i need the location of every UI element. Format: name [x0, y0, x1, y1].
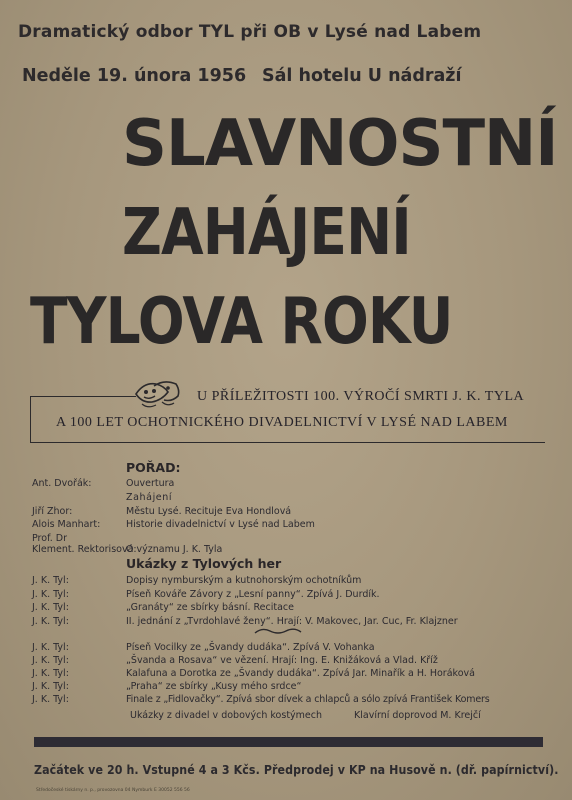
program-item: Zahájení	[126, 492, 173, 503]
play-item: „Granáty“ ze sbírky básní. Recitace	[126, 602, 294, 613]
play-author: J. K. Tyl:	[32, 642, 69, 653]
title-line-3: TYLOVA ROKU	[30, 285, 453, 359]
play-author: J. K. Tyl:	[32, 681, 69, 692]
play-item: „Praha“ ze sbírky „Kusy mého srdce“	[126, 681, 302, 692]
program-author: Prof. Dr	[32, 533, 67, 544]
play-author: J. K. Tyl:	[32, 655, 69, 666]
title-line-1: SLAVNOSTNÍ	[122, 107, 558, 181]
play-author: J. K. Tyl:	[32, 589, 69, 600]
play-item: „Švanda a Rosava“ ve vězení. Hrají: Ing. E. Knižáková a Vlad. Kříž	[126, 655, 438, 666]
program-author: Jiří Zhor:	[32, 506, 73, 517]
event-venue: Sál hotelu U nádraží	[262, 66, 462, 86]
play-author: J. K. Tyl:	[32, 616, 69, 627]
footer-info: Začátek ve 20 h. Vstupné 4 a 3 Kčs. Předprodej v KP na Husově n. (dř. papírnictví).	[34, 762, 559, 777]
printer-imprint: Středočeské tiskárny n. p., provozovna 04 Nymburk E 30052 556 56	[36, 788, 190, 793]
program-author: Alois Manhart:	[32, 519, 101, 530]
program-item: Městu Lysé. Recituje Eva Hondlová	[126, 506, 292, 517]
play-item: Píseň Kováře Závory z „Lesní panny“. Zpívá J. Durdík.	[126, 589, 380, 600]
play-item: Finale z „Fidlovačky“. Zpívá sbor dívek a chlapců a sólo zpívá František Komers	[126, 694, 490, 705]
event-date: Neděle 19. února 1956	[22, 66, 247, 86]
closing-note: Ukázky z divadel v dobových kostýmech	[130, 710, 323, 721]
play-item: Kalafuna a Dorotka ze „Švandy dudáka“. Zpívá Jar. Minařík a H. Horáková	[126, 668, 475, 679]
theatre-masks-emblem-icon	[134, 376, 182, 410]
play-item: II. jednání z „Tvrdohlavé ženy“. Hrají: V. Makovec, Jar. Cuc, Fr. Klajzner	[126, 616, 458, 627]
occasion-line-2: A 100 LET OCHOTNICKÉHO DIVADELNICTVÍ V LYSÉ NAD LABEM	[56, 415, 508, 430]
organizer-line: Dramatický odbor TYL při OB v Lysé nad Labem	[18, 22, 482, 42]
play-item: Píseň Vocilky ze „Švandy dudáka“. Zpívá V. Vohanka	[126, 642, 375, 653]
occasion-line-1: U PŘÍLEŽITOSTI 100. VÝROČÍ SMRTI J. K. TYLA	[197, 389, 525, 404]
program-item: Ouvertura	[126, 478, 175, 489]
program-item: O významu J. K. Tyla	[126, 544, 223, 555]
program-item: Historie divadelnictví v Lysé nad Labem	[126, 519, 315, 530]
title-line-2: ZAHÁJENÍ	[122, 196, 411, 270]
program-subheading: Ukázky z Tylových her	[126, 556, 282, 571]
accompaniment-note: Klavírní doprovod M. Krejčí	[354, 710, 481, 721]
play-item: Dopisy nymburským a kutnohorským ochotníkům	[126, 575, 362, 586]
program-heading: POŘAD:	[126, 460, 181, 475]
ornament-divider-icon	[254, 626, 302, 636]
occasion-frame-top	[30, 396, 136, 397]
play-author: J. K. Tyl:	[32, 694, 69, 705]
program-author: Ant. Dvořák:	[32, 478, 92, 489]
play-author: J. K. Tyl:	[32, 575, 69, 586]
play-author: J. K. Tyl:	[32, 668, 69, 679]
program-author: Klement. Rektorisová:	[32, 544, 137, 555]
play-author: J. K. Tyl:	[32, 602, 69, 613]
footer-bar	[34, 737, 543, 747]
